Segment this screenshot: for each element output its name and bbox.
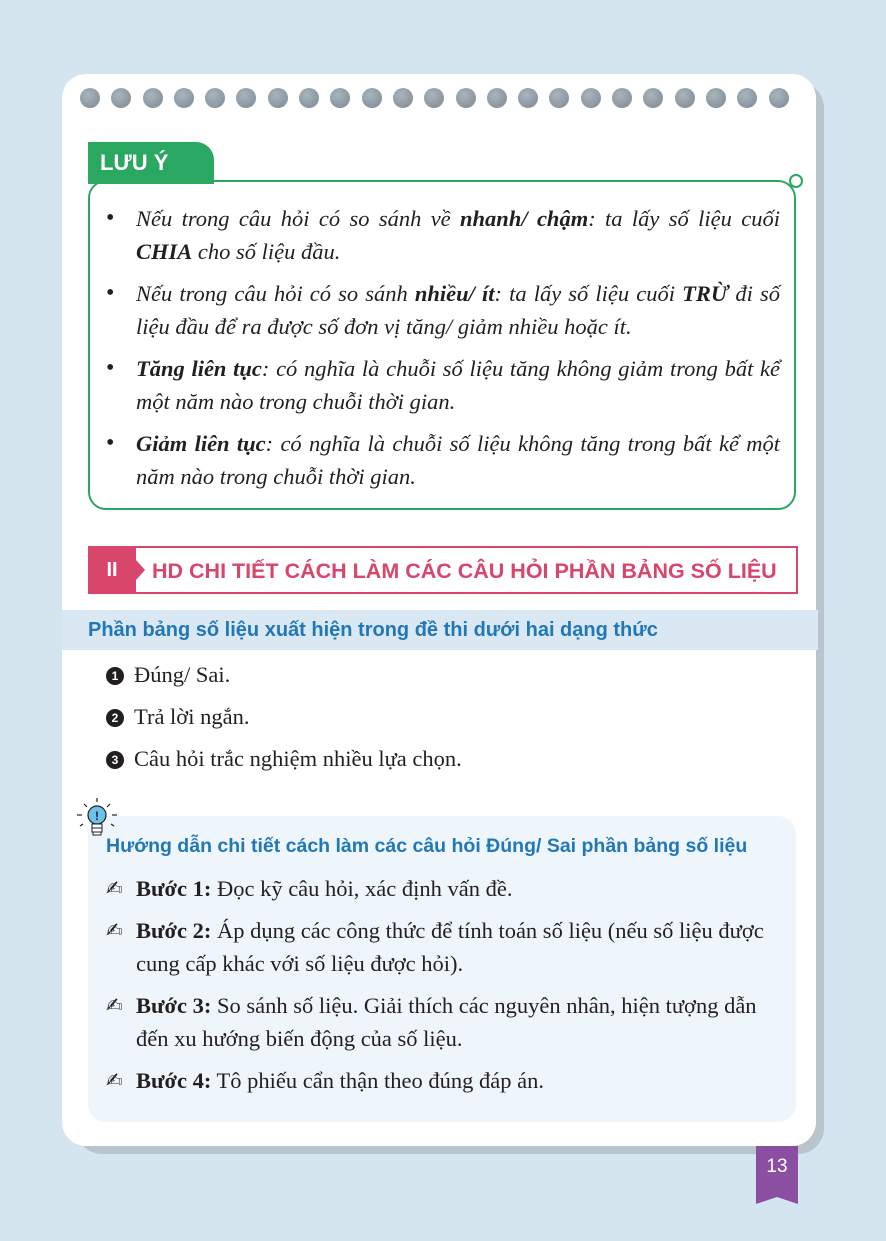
form-text: Trả lời ngắn. bbox=[134, 704, 250, 729]
binding-ring bbox=[268, 88, 288, 108]
binding-ring bbox=[299, 88, 319, 108]
step-text: Đọc kỹ câu hỏi, xác định vấn đề. bbox=[211, 876, 513, 901]
binding-ring bbox=[393, 88, 413, 108]
binding-ring bbox=[80, 88, 100, 108]
steps-list bbox=[106, 872, 786, 1106]
note-item: • Giảm liên tục: có nghĩa là chuỗi số liệu không tăng trong bất kể một năm nào trong chuỗi thời gian. bbox=[104, 427, 780, 493]
binding-ring bbox=[737, 88, 757, 108]
form-item bbox=[106, 658, 462, 691]
number-badge: 3 bbox=[106, 751, 124, 769]
step-text: So sánh số liệu. Giải thích các nguyên nhân, hiện tượng dẫn đến xu hướng biến động của số liệu. bbox=[136, 993, 757, 1051]
writing-hand-icon: ✍ bbox=[106, 993, 123, 1017]
writing-hand-icon: ✍ bbox=[106, 1068, 123, 1092]
binding-ring bbox=[362, 88, 382, 108]
binding-ring bbox=[706, 88, 726, 108]
note-label: LƯU Ý bbox=[88, 142, 214, 184]
step-item bbox=[106, 914, 786, 980]
binding-ring bbox=[769, 88, 789, 108]
binding-ring bbox=[205, 88, 225, 108]
number-badge: 2 bbox=[106, 709, 124, 727]
binding-ring bbox=[143, 88, 163, 108]
binding-ring bbox=[174, 88, 194, 108]
step-label: Bước 3: bbox=[136, 993, 212, 1018]
form-item bbox=[106, 700, 462, 733]
binding-ring bbox=[111, 88, 131, 108]
binding-ring bbox=[330, 88, 350, 108]
svg-text:!: ! bbox=[95, 809, 99, 823]
note-list bbox=[104, 202, 780, 502]
binding-ring bbox=[236, 88, 256, 108]
writing-hand-icon: ✍ bbox=[106, 876, 123, 900]
form-text: Đúng/ Sai. bbox=[134, 662, 231, 687]
binding-ring bbox=[424, 88, 444, 108]
step-label: Bước 1: bbox=[136, 876, 212, 901]
binding-ring bbox=[612, 88, 632, 108]
number-badge: 1 bbox=[106, 667, 124, 685]
binding-ring bbox=[456, 88, 476, 108]
note-item: • Nếu trong câu hỏi có so sánh nhiều/ ít: ta lấy số liệu cuối TRỪ đi số liệu đầu để ra được số đơn vị tăng/ giảm nhiều hoặc ít. bbox=[104, 277, 780, 343]
section-title: HD CHI TIẾT CÁCH LÀM CÁC CÂU HỎI PHẦN BẢNG SỐ LIỆU bbox=[152, 559, 777, 583]
section-arrow-icon bbox=[136, 560, 145, 580]
forms-list bbox=[106, 658, 462, 784]
binding-ring bbox=[581, 88, 601, 108]
step-text: Áp dụng các công thức để tính toán số liệu (nếu số liệu được cung cấp khác với số liệu được hỏi). bbox=[136, 918, 764, 976]
step-item bbox=[106, 1064, 786, 1097]
binding-ring bbox=[518, 88, 538, 108]
subheading-text: Phần bảng số liệu xuất hiện trong đề thi dưới hai dạng thức bbox=[88, 619, 658, 641]
step-item bbox=[106, 989, 786, 1055]
form-text: Câu hỏi trắc nghiệm nhiều lựa chọn. bbox=[134, 746, 462, 771]
guide-title: Hướng dẫn chi tiết cách làm các câu hỏi Đúng/ Sai phần bảng số liệu bbox=[106, 835, 748, 857]
binding-ring bbox=[549, 88, 569, 108]
spiral-binding bbox=[80, 88, 810, 110]
binding-ring bbox=[643, 88, 663, 108]
writing-hand-icon: ✍ bbox=[106, 918, 123, 942]
step-label: Bước 4: bbox=[136, 1068, 212, 1093]
step-text: Tô phiếu cẩn thận theo đúng đáp án. bbox=[211, 1068, 544, 1093]
form-item bbox=[106, 742, 462, 775]
page-number: 13 bbox=[766, 1156, 788, 1177]
note-connector-dot bbox=[789, 174, 803, 188]
step-item bbox=[106, 872, 786, 905]
step-label: Bước 2: bbox=[136, 918, 212, 943]
binding-ring bbox=[675, 88, 695, 108]
section-number: II bbox=[88, 546, 136, 594]
note-item: • Nếu trong câu hỏi có so sánh về nhanh/ chậm: ta lấy số liệu cuối CHIA cho số liệu đầu. bbox=[104, 202, 780, 268]
note-item: • Tăng liên tục: có nghĩa là chuỗi số liệu tăng không giảm trong bất kể một năm nào trong chuỗi thời gian. bbox=[104, 352, 780, 418]
binding-ring bbox=[487, 88, 507, 108]
